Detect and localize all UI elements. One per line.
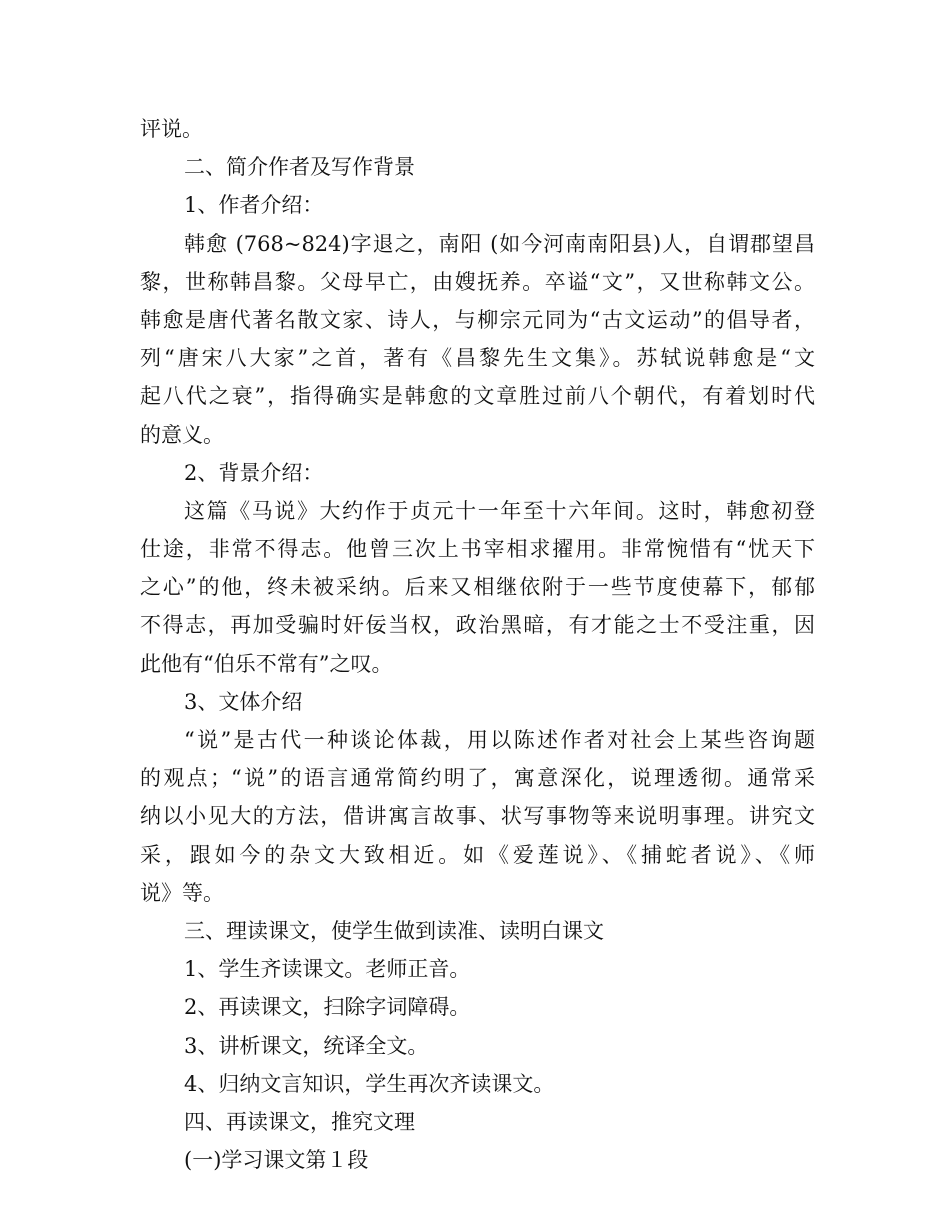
text-line: 1、学生齐读课文。老师正音。	[184, 957, 471, 982]
text-line: “说”是古代一种谈论体裁，用以陈述作者对社会上某些咨询题	[184, 728, 815, 752]
text-line: 仕途，非常不得志。他曾三次上书宰相求擢用。非常惋惜有“忧天下	[140, 537, 815, 562]
text-line: 韩愈 (768~824)字退之，南阳 (如今河南南阳县)人，自谓郡望昌	[184, 231, 815, 256]
text-line: 列“唐宋八大家”之首，著有《昌黎先生文集》。苏轼说韩愈是“文	[140, 346, 815, 371]
text-line: 起八代之衰”，指得确实是韩愈的文章胜过前八个朝代，有着划时代	[140, 384, 815, 409]
text-line: 黎，世称韩昌黎。父母早亡，由嫂抚养。卒谥“文”，又世称韩文公。	[140, 269, 815, 294]
document-page	[140, 110, 815, 1179]
text-line: 2、再读课文，扫除字词障碍。	[184, 995, 471, 1020]
text-line: 不得志，再加受骗时奸佞当权，政治黑暗，有才能之士不受注重，因	[140, 613, 815, 638]
text-line: 3、讲析课文，统译全文。	[184, 1033, 429, 1058]
text-line: 说》等。	[140, 880, 224, 905]
text-line: 2、背景介绍：	[184, 460, 324, 485]
text-line: 四、再读课文，推究文理	[184, 1109, 415, 1134]
text-line: 的意义。	[140, 422, 224, 447]
text-line: 采，跟如今的杂文大致相近。如《爱莲说》、《捕蛇者说》、《师	[140, 842, 815, 867]
text-line: 这篇《马说》大约作于贞元十一年至十六年间。这时，韩愈初登	[184, 498, 815, 523]
text-line: (一)学习课文第１段	[184, 1148, 369, 1173]
text-line: 4、归纳文言知识，学生再次齐读课文。	[184, 1071, 555, 1096]
text-line: 的观点；“说”的语言通常简约明了，寓意深化，说理透彻。通常采	[140, 766, 815, 791]
text-line: 二、简介作者及写作背景	[184, 155, 415, 180]
text-line: 三、理读课文，使学生做到读准、读明白课文	[184, 918, 604, 943]
text-line: 1、作者介绍：	[184, 193, 324, 218]
text-line: 纳以小见大的方法，借讲寓言故事、状写事物等来说明事理。讲究文	[140, 804, 815, 829]
text-line: 韩愈是唐代著名散文家、诗人，与柳宗元同为“古文运动”的倡导者，	[140, 307, 815, 332]
text-line: 评说。	[140, 117, 203, 141]
text-line: 此他有“伯乐不常有”之叹。	[140, 651, 393, 676]
text-line: 3、文体介绍	[184, 689, 303, 714]
text-line: 之心”的他，终未被采纳。后来又相继依附于一些节度使幕下，郁郁	[140, 575, 815, 600]
